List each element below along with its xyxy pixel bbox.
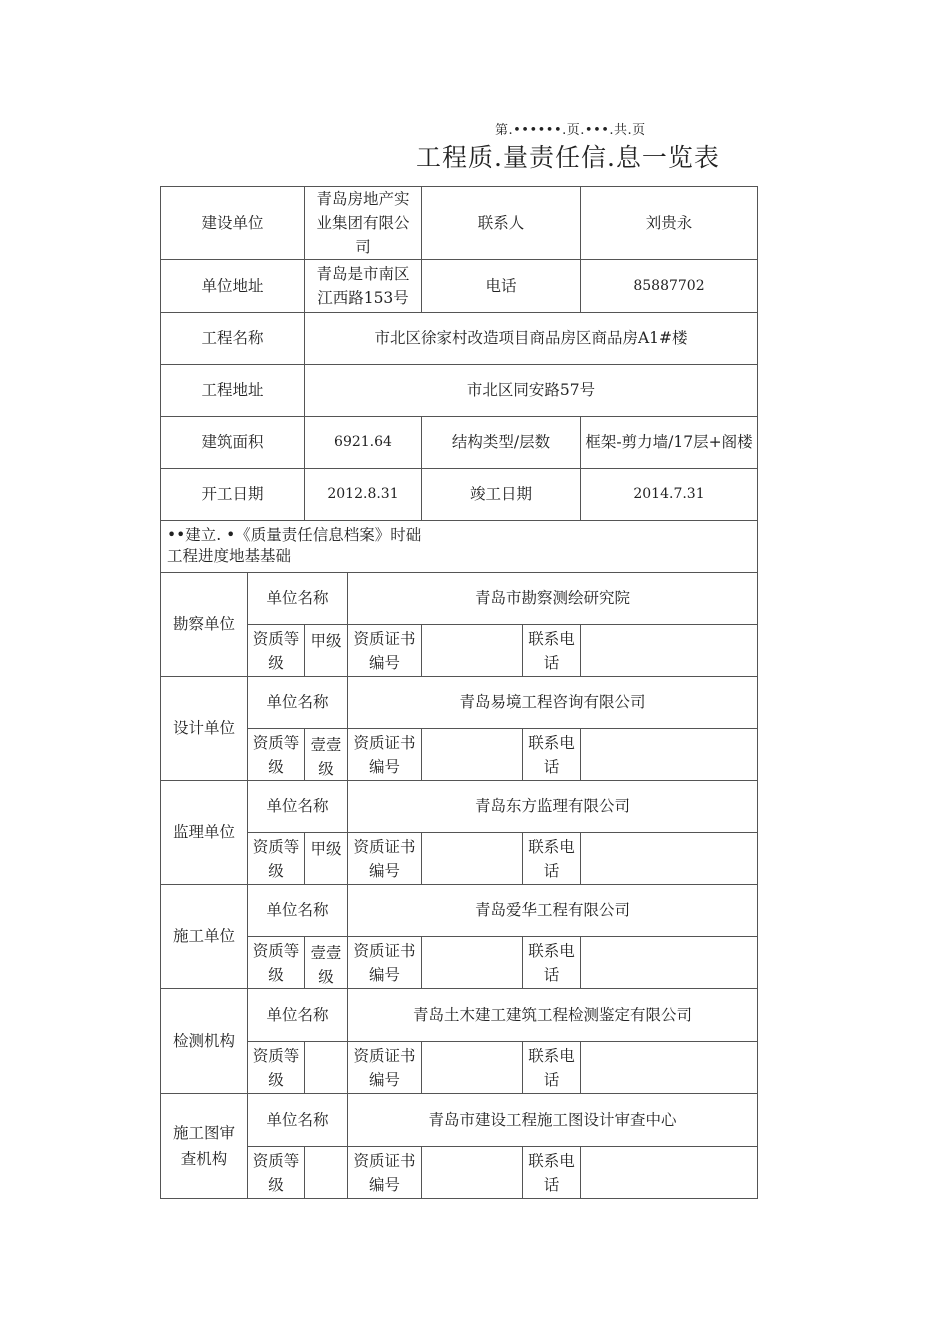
survey-unit-certificate <box>422 625 523 677</box>
completion-date-label: 竣工日期 <box>422 469 581 521</box>
design-unit-phone <box>581 729 758 781</box>
survey-unit-grade <box>305 625 348 677</box>
certificate-label: 资质证书编号 <box>348 625 422 677</box>
testing-unit-certificate <box>422 1042 523 1094</box>
start-date-label: 开工日期 <box>161 469 305 521</box>
survey-unit-name: 青岛市勘察测绘研究院 <box>348 573 758 625</box>
certificate-label: 资质证书编号 <box>348 833 422 885</box>
qualification-label: 资质等级 <box>248 1147 305 1199</box>
project-site-label: 工程地址 <box>161 365 305 417</box>
certificate-label: 资质证书编号 <box>348 729 422 781</box>
review-unit-name-row <box>161 1094 758 1147</box>
review-unit-phone <box>581 1147 758 1199</box>
address-value: 青岛是市南区江西路153号 <box>305 260 422 313</box>
qualification-label: 资质等级 <box>248 937 305 989</box>
page-title: 工程质.量责任信.息一览表 <box>416 143 720 172</box>
contact-phone-label: 联系电话 <box>523 729 581 781</box>
progress-note-line1: ••建立. •《质量责任信息档案》时础 <box>167 526 422 544</box>
design-unit-grade <box>305 729 348 781</box>
contact-label: 联系人 <box>422 187 581 260</box>
unit-name-label: 单位名称 <box>248 573 348 625</box>
supervision-unit-name-row <box>161 781 758 833</box>
supervision-unit-grade <box>305 833 348 885</box>
start-date-value: 2012.8.31 <box>305 469 422 521</box>
construction-unit-value: 青岛房地产实业集团有限公司 <box>305 187 422 260</box>
testing-unit-name-row <box>161 989 758 1042</box>
qualification-label: 资质等级 <box>248 729 305 781</box>
structure-label: 结构类型/层数 <box>422 417 581 469</box>
certificate-label: 资质证书编号 <box>348 1147 422 1199</box>
structure-value: 框架-剪力墙/17层+阁楼 <box>581 417 758 469</box>
contact-phone-label: 联系电话 <box>523 937 581 989</box>
survey-unit-name-row <box>161 573 758 625</box>
review-unit-name: 青岛市建设工程施工图设计审查中心 <box>348 1094 758 1147</box>
certificate-label: 资质证书编号 <box>348 1042 422 1094</box>
row-dates <box>161 469 758 521</box>
contractor-unit-name-row <box>161 885 758 937</box>
review-unit-role: 施工图审查机构 <box>161 1094 248 1199</box>
contact-phone-label: 联系电话 <box>523 833 581 885</box>
design-unit-grade-text: 壹壹级 <box>310 735 342 778</box>
progress-note <box>161 521 758 573</box>
row-project-name <box>161 313 758 365</box>
supervision-unit-grade-text: 甲级 <box>310 839 342 858</box>
quality-info-table <box>160 186 758 1199</box>
design-unit-detail-row <box>161 729 758 781</box>
contact-phone-label: 联系电话 <box>523 1042 581 1094</box>
testing-unit-grade <box>305 1042 348 1094</box>
supervision-unit-certificate <box>422 833 523 885</box>
contractor-unit-role: 施工单位 <box>161 885 248 989</box>
certificate-label: 资质证书编号 <box>348 937 422 989</box>
address-label: 单位地址 <box>161 260 305 313</box>
supervision-unit-phone <box>581 833 758 885</box>
row-project-site <box>161 365 758 417</box>
supervision-unit-detail-row <box>161 833 758 885</box>
qualification-label: 资质等级 <box>248 1042 305 1094</box>
project-name-label: 工程名称 <box>161 313 305 365</box>
contractor-unit-name: 青岛爱华工程有限公司 <box>348 885 758 937</box>
page-indicator: 第.••••••.页.•••.共.页 <box>495 123 646 138</box>
testing-unit-detail-row <box>161 1042 758 1094</box>
area-label: 建筑面积 <box>161 417 305 469</box>
row-progress-note <box>161 521 758 573</box>
project-name-value: 市北区徐家村改造项目商品房区商品房A1#楼 <box>305 313 758 365</box>
unit-name-label: 单位名称 <box>248 989 348 1042</box>
contractor-unit-detail-row <box>161 937 758 989</box>
design-unit-role: 设计单位 <box>161 677 248 781</box>
contractor-unit-grade <box>305 937 348 989</box>
phone-value: 85887702 <box>581 260 758 313</box>
review-unit-certificate <box>422 1147 523 1199</box>
design-unit-certificate <box>422 729 523 781</box>
qualification-label: 资质等级 <box>248 833 305 885</box>
survey-unit-grade-text: 甲级 <box>310 631 342 650</box>
survey-unit-phone <box>581 625 758 677</box>
progress-note-line2: 工程进度地基基础 <box>167 547 292 565</box>
row-area <box>161 417 758 469</box>
unit-name-label: 单位名称 <box>248 677 348 729</box>
design-unit-name-row <box>161 677 758 729</box>
contractor-unit-phone <box>581 937 758 989</box>
construction-unit-label: 建设单位 <box>161 187 305 260</box>
unit-name-label: 单位名称 <box>248 781 348 833</box>
project-site-value: 市北区同安路57号 <box>305 365 758 417</box>
contact-phone-label: 联系电话 <box>523 625 581 677</box>
contractor-unit-grade-text: 壹壹级 <box>310 943 342 986</box>
qualification-label: 资质等级 <box>248 625 305 677</box>
area-value: 6921.64 <box>305 417 422 469</box>
contact-phone-label: 联系电话 <box>523 1147 581 1199</box>
supervision-unit-role: 监理单位 <box>161 781 248 885</box>
contact-value: 刘贵永 <box>581 187 758 260</box>
supervision-unit-name: 青岛东方监理有限公司 <box>348 781 758 833</box>
testing-unit-role: 检测机构 <box>161 989 248 1094</box>
unit-name-label: 单位名称 <box>248 885 348 937</box>
design-unit-name: 青岛易境工程咨询有限公司 <box>348 677 758 729</box>
phone-label: 电话 <box>422 260 581 313</box>
row-address <box>161 260 758 313</box>
testing-unit-name: 青岛土木建工建筑工程检测鉴定有限公司 <box>348 989 758 1042</box>
survey-unit-detail-row <box>161 625 758 677</box>
survey-unit-role: 勘察单位 <box>161 573 248 677</box>
review-unit-grade <box>305 1147 348 1199</box>
testing-unit-phone <box>581 1042 758 1094</box>
row-construction-unit <box>161 187 758 260</box>
unit-name-label: 单位名称 <box>248 1094 348 1147</box>
review-unit-detail-row <box>161 1147 758 1199</box>
completion-date-value: 2014.7.31 <box>581 469 758 521</box>
contractor-unit-certificate <box>422 937 523 989</box>
